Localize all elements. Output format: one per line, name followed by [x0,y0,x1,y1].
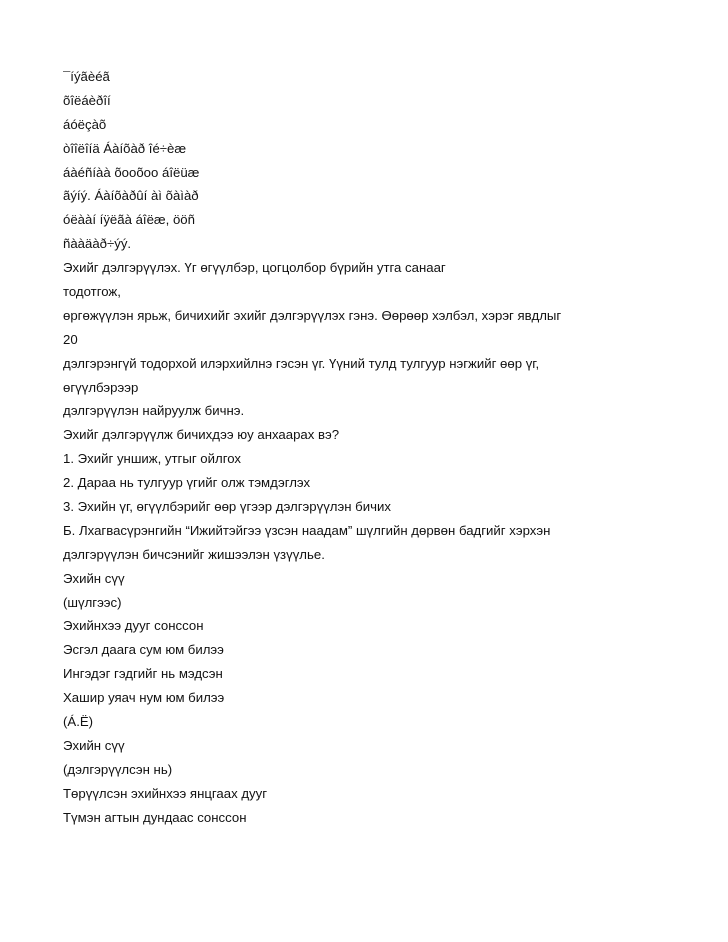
text-line: Хашир уяач нум юм билээ [63,690,225,706]
text-line: Эхийг дэлгэрүүлж бичихдээ юу анхаарах вэ? [63,427,340,443]
text-line: Эхийн сүү [63,570,125,586]
text-line: дэлгэрүүлэн бичсэнийг жишээлэн үзүүлье. [63,546,325,562]
text-line: (Á.Ë) [63,714,94,730]
text-line: тодотгож, [63,284,121,300]
text-line: (шүлгээс) [63,594,122,610]
text-line: Төрүүлсэн эхийнхээ янцгаах дууг [63,785,268,801]
text-line: дэлгэрүүлэн найруулж бичнэ. [63,403,245,419]
text-line: õîëáèðîí [63,92,111,108]
text-line: Эхийг дэлгэрүүлэх. Үг өгүүлбэр, цогцолбор бүрийн утга санааг [63,260,446,276]
text-line: ñààäàð÷ýý. [63,236,132,252]
text-line: ¯íýãèéã [63,69,110,84]
text-line: ãýíý. Áàíõàðûí àì õàìàð [63,188,199,204]
text-line: (дэлгэрүүлсэн нь) [63,761,173,777]
text-line: Ингэдэг гэдгийг нь мэдсэн [63,666,223,682]
text-line: 2. Дараа нь тулгуур үгийг олж тэмдэглэх [63,475,311,491]
text-line: өргөжүүлэн ярьж, бичихийг эхийг дэлгэрүүлэх гэнэ. Өөрөөр хэлбэл, хэрэг явдлыг [63,307,562,323]
text-line: өгүүлбэрээр [63,379,139,395]
text-line: Эхийнхээ дууг сонссон [63,618,204,634]
text-line: 1. Эхийг уншиж, утгыг ойлгох [63,451,242,467]
text-line: 3. Эхийн үг, өгүүлбэрийг өөр үгээр дэлгэрүүлэн бичих [63,499,391,515]
text-line: óëààí íÿëãà áîëæ, ööñ [63,212,195,228]
text-line: òîîëîíä Áàíõàð îé÷èæ [63,140,187,156]
text-line: 20 [63,331,78,347]
text-line: дэлгэрэнгүй тодорхой илэрхийлнэ гэсэн үг. Үүний тулд тулгуур нэгжийг өөр үг, [63,355,540,371]
text-line: áàéñíàà õooõoo áîëüæ [63,164,200,180]
text-line: Түмэн агтын дундаас сонссон [63,809,247,825]
text-line: Эхийн сүү [63,737,125,753]
document-text [63,65,703,830]
text-line: áóëçàõ [63,116,107,132]
text-line: Эсгэл даага сум юм билээ [63,642,224,658]
text-line: Б. Лхагвасүрэнгийн “Ижийтэйгээ үзсэн наадам” шүлгийн дөрвөн бадгийг хэрхэн [63,522,551,538]
